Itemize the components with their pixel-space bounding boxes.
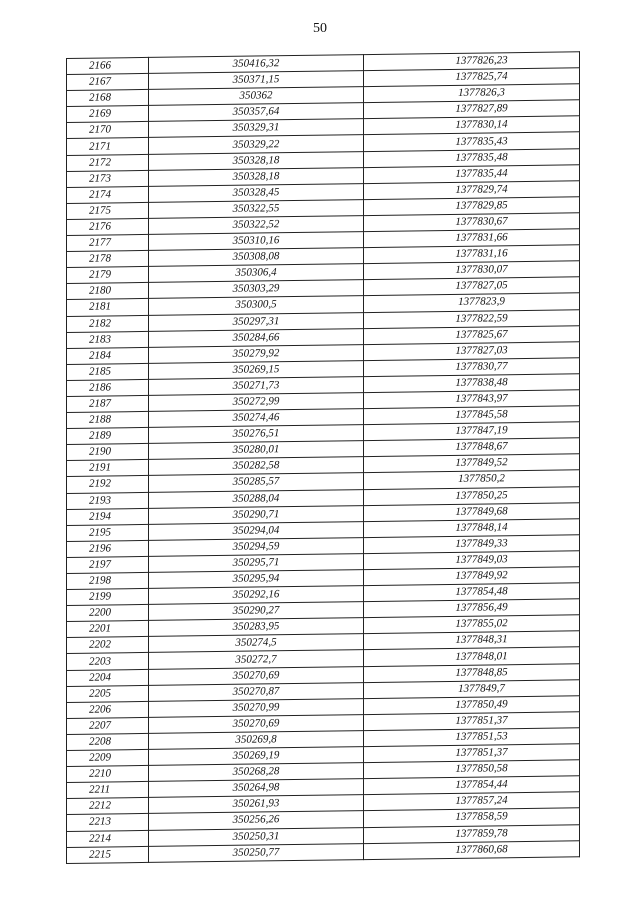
y-coordinate-cell: 1377849,52 [364,454,580,473]
y-coordinate-cell: 1377835,48 [364,148,580,167]
y-coordinate-cell: 1377831,16 [364,245,580,264]
y-coordinate-cell: 1377854,48 [364,583,580,602]
point-number-cell: 2168 [67,90,149,107]
y-coordinate-cell: 1377831,66 [364,229,580,248]
y-coordinate-cell: 1377851,37 [364,744,580,763]
table-body [67,52,580,863]
point-number-cell: 2182 [67,315,149,332]
y-coordinate-cell: 1377847,19 [364,422,580,441]
y-coordinate-cell: 1377826,23 [364,52,580,71]
point-number-cell: 2201 [67,621,149,638]
point-number-cell: 2174 [67,186,149,203]
x-coordinate-cell: 350271,73 [149,376,364,395]
y-coordinate-cell: 1377849,33 [364,535,580,554]
x-coordinate-cell: 350270,69 [149,666,364,685]
y-coordinate-cell: 1377857,24 [364,792,580,811]
point-number-cell: 2193 [67,492,149,509]
y-coordinate-cell: 1377858,59 [364,808,580,827]
point-number-cell: 2215 [67,846,149,863]
y-coordinate-cell: 1377830,67 [364,213,580,232]
x-coordinate-cell: 350274,46 [149,409,364,428]
y-coordinate-cell: 1377855,02 [364,615,580,634]
y-coordinate-cell: 1377835,43 [364,132,580,151]
x-coordinate-cell: 350284,66 [149,328,364,347]
point-number-cell: 2214 [67,830,149,847]
point-number-cell: 2192 [67,476,149,493]
y-coordinate-cell: 1377849,03 [364,551,580,570]
x-coordinate-cell: 350322,52 [149,216,364,235]
point-number-cell: 2196 [67,540,149,557]
y-coordinate-cell: 1377849,68 [364,502,580,521]
x-coordinate-cell: 350295,94 [149,570,364,589]
y-coordinate-cell: 1377851,37 [364,712,580,731]
point-number-cell: 2171 [67,138,149,155]
y-coordinate-cell: 1377848,14 [364,518,580,537]
point-number-cell: 2208 [67,733,149,750]
point-number-cell: 2207 [67,717,149,734]
y-coordinate-cell: 1377826,3 [364,84,580,103]
point-number-cell: 2167 [67,74,149,91]
y-coordinate-cell: 1377850,25 [364,486,580,505]
point-number-cell: 2198 [67,572,149,589]
x-coordinate-cell: 350328,18 [149,167,364,186]
point-number-cell: 2202 [67,637,149,654]
x-coordinate-cell: 350329,31 [149,119,364,138]
x-coordinate-cell: 350362 [149,87,364,106]
point-number-cell: 2177 [67,234,149,251]
x-coordinate-cell: 350282,58 [149,457,364,476]
point-number-cell: 2189 [67,428,149,445]
point-number-cell: 2205 [67,685,149,702]
coordinates-table [66,51,580,863]
x-coordinate-cell: 350276,51 [149,425,364,444]
point-number-cell: 2209 [67,749,149,766]
x-coordinate-cell: 350272,99 [149,393,364,412]
x-coordinate-cell: 350270,99 [149,698,364,717]
page-number: 50 [313,21,327,36]
point-number-cell: 2169 [67,106,149,123]
y-coordinate-cell: 1377848,01 [364,647,580,666]
coordinates-table-wrapper [66,54,508,861]
point-number-cell: 2181 [67,299,149,316]
point-number-cell: 2173 [67,170,149,187]
x-coordinate-cell: 350297,31 [149,312,364,331]
y-coordinate-cell: 1377843,97 [364,390,580,409]
y-coordinate-cell: 1377850,58 [364,760,580,779]
y-coordinate-cell: 1377822,59 [364,309,580,328]
x-coordinate-cell: 350328,45 [149,183,364,202]
point-number-cell: 2203 [67,653,149,670]
point-number-cell: 2188 [67,411,149,428]
y-coordinate-cell: 1377827,89 [364,100,580,119]
y-coordinate-cell: 1377823,9 [364,293,580,312]
x-coordinate-cell: 350250,31 [149,827,364,846]
x-coordinate-cell: 350269,8 [149,731,364,750]
y-coordinate-cell: 1377829,74 [364,181,580,200]
point-number-cell: 2210 [67,766,149,783]
y-coordinate-cell: 1377849,7 [364,679,580,698]
x-coordinate-cell: 350357,64 [149,103,364,122]
point-number-cell: 2176 [67,218,149,235]
point-number-cell: 2178 [67,251,149,268]
point-number-cell: 2184 [67,347,149,364]
y-coordinate-cell: 1377854,44 [364,776,580,795]
x-coordinate-cell: 350294,59 [149,537,364,556]
point-number-cell: 2180 [67,283,149,300]
point-number-cell: 2204 [67,669,149,686]
y-coordinate-cell: 1377851,53 [364,728,580,747]
x-coordinate-cell: 350280,01 [149,441,364,460]
point-number-cell: 2179 [67,267,149,284]
point-number-cell: 2197 [67,556,149,573]
point-number-cell: 2191 [67,460,149,477]
x-coordinate-cell: 350270,69 [149,714,364,733]
point-number-cell: 2211 [67,782,149,799]
x-coordinate-cell: 350283,95 [149,618,364,637]
x-coordinate-cell: 350256,26 [149,811,364,830]
x-coordinate-cell: 350416,32 [149,55,364,74]
y-coordinate-cell: 1377830,77 [364,358,580,377]
y-coordinate-cell: 1377825,74 [364,68,580,87]
point-number-cell: 2194 [67,508,149,525]
x-coordinate-cell: 350306,4 [149,264,364,283]
y-coordinate-cell: 1377850,2 [364,470,580,489]
x-coordinate-cell: 350294,04 [149,521,364,540]
y-coordinate-cell: 1377850,49 [364,696,580,715]
x-coordinate-cell: 350269,19 [149,747,364,766]
point-number-cell: 2183 [67,331,149,348]
x-coordinate-cell: 350268,28 [149,763,364,782]
x-coordinate-cell: 350303,29 [149,280,364,299]
point-number-cell: 2212 [67,798,149,815]
y-coordinate-cell: 1377835,44 [364,164,580,183]
y-coordinate-cell: 1377827,05 [364,277,580,296]
point-number-cell: 2185 [67,363,149,380]
point-number-cell: 2206 [67,701,149,718]
point-number-cell: 2213 [67,814,149,831]
y-coordinate-cell: 1377856,49 [364,599,580,618]
x-coordinate-cell: 350290,27 [149,602,364,621]
point-number-cell: 2195 [67,524,149,541]
y-coordinate-cell: 1377848,85 [364,663,580,682]
x-coordinate-cell: 350274,5 [149,634,364,653]
y-coordinate-cell: 1377829,85 [364,197,580,216]
x-coordinate-cell: 350288,04 [149,489,364,508]
y-coordinate-cell: 1377848,67 [364,438,580,457]
y-coordinate-cell: 1377830,14 [364,116,580,135]
x-coordinate-cell: 350272,7 [149,650,364,669]
x-coordinate-cell: 350292,16 [149,586,364,605]
x-coordinate-cell: 350295,71 [149,554,364,573]
point-number-cell: 2187 [67,395,149,412]
point-number-cell: 2186 [67,379,149,396]
y-coordinate-cell: 1377825,67 [364,325,580,344]
x-coordinate-cell: 350261,93 [149,795,364,814]
x-coordinate-cell: 350322,55 [149,199,364,218]
x-coordinate-cell: 350250,77 [149,843,364,862]
x-coordinate-cell: 350290,71 [149,505,364,524]
x-coordinate-cell: 350329,22 [149,135,364,154]
x-coordinate-cell: 350328,18 [149,151,364,170]
x-coordinate-cell: 350310,16 [149,232,364,251]
x-coordinate-cell: 350269,15 [149,360,364,379]
x-coordinate-cell: 350270,87 [149,682,364,701]
y-coordinate-cell: 1377830,07 [364,261,580,280]
y-coordinate-cell: 1377848,31 [364,631,580,650]
x-coordinate-cell: 350264,98 [149,779,364,798]
x-coordinate-cell: 350279,92 [149,344,364,363]
y-coordinate-cell: 1377845,58 [364,406,580,425]
x-coordinate-cell: 350285,57 [149,473,364,492]
x-coordinate-cell: 350308,08 [149,248,364,267]
y-coordinate-cell: 1377849,92 [364,567,580,586]
y-coordinate-cell: 1377859,78 [364,824,580,843]
y-coordinate-cell: 1377860,68 [364,840,580,859]
y-coordinate-cell: 1377838,48 [364,374,580,393]
point-number-cell: 2172 [67,154,149,171]
point-number-cell: 2175 [67,202,149,219]
point-number-cell: 2170 [67,122,149,139]
point-number-cell: 2166 [67,57,149,74]
point-number-cell: 2190 [67,444,149,461]
x-coordinate-cell: 350371,15 [149,71,364,90]
point-number-cell: 2200 [67,605,149,622]
point-number-cell: 2199 [67,589,149,606]
y-coordinate-cell: 1377827,03 [364,341,580,360]
x-coordinate-cell: 350300,5 [149,296,364,315]
